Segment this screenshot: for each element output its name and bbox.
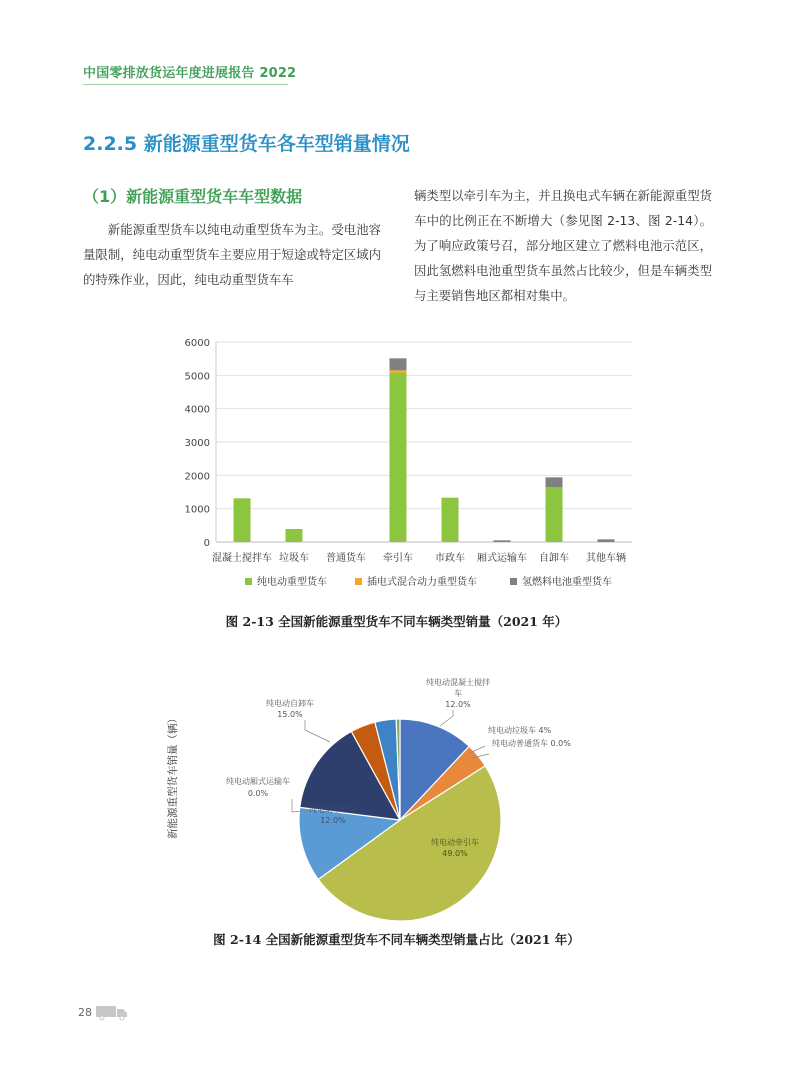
bar-segment	[546, 487, 563, 542]
bar-chart-grid	[216, 342, 632, 542]
bar-xtick-label: 牵引车	[383, 553, 413, 564]
paragraph-right: 辆类型以牵引车为主，并且换电式车辆在新能源重型货车中的比例正在不断增大（参见图 2-13、图 2-14）。为了响应政策号召，部分地区建立了燃料电池示范区，因此氢燃料电池重型货车虽然占比较少，但是车辆类型与主要销售地区都相对集中。	[414, 188, 712, 303]
bar-xtick-label: 厢式运输车	[477, 553, 527, 564]
bar-legend-swatch	[355, 578, 362, 585]
bar-ytick-label: 6000	[184, 338, 210, 349]
pie-label-mixer-name: 纯电动混凝土搅拌	[426, 678, 490, 687]
bar-ytick-label: 5000	[184, 371, 210, 383]
bar-segment	[546, 477, 563, 487]
bar-ytick-label: 4000	[184, 404, 210, 416]
pie-label-dump-pct: 15.0%	[277, 710, 303, 719]
pie-label-municipal-name: 纯电动市政车	[309, 805, 357, 814]
bar-xtick-label: 垃圾车	[279, 553, 309, 564]
bar-ytick-label: 1000	[184, 504, 210, 516]
bar-xtick-label: 自卸车	[539, 553, 569, 564]
bar-legend-swatch	[245, 578, 252, 585]
pie-label-mixer-name2: 车	[454, 689, 462, 698]
bar-ytick-label: 3000	[184, 438, 210, 449]
bar-ytick-label: 2000	[184, 471, 210, 483]
header-rule	[83, 84, 288, 85]
bar-segment	[390, 373, 407, 542]
paragraph-left: 新能源重型货车以纯电动重型货车为主。受电池容量限制，纯电动重型货车主要应用于短途或特定区域内的特殊作业，因此，纯电动重型货车车	[83, 222, 381, 287]
pie-label-garbage: 纯电动垃圾车 4%	[488, 726, 552, 735]
pie-chart	[0, 660, 793, 930]
bar-legend-label: 插电式混合动力重型货车	[367, 577, 477, 588]
bar-segment	[494, 540, 511, 542]
pie-label-tractor-pct: 49.0%	[442, 849, 468, 858]
bar-segment	[442, 498, 459, 542]
bar-segment	[234, 498, 251, 542]
bar-segment	[286, 529, 303, 542]
page-number: 28	[78, 1006, 92, 1019]
bar-legend-label: 纯电动重型货车	[257, 577, 327, 588]
figure-caption-2-13: 图 2-13 全国新能源重型货车不同车辆类型销量（2021 年）	[225, 614, 568, 629]
pie-label-municipal-pct: 12.0%	[320, 816, 346, 825]
bar-legend-swatch	[510, 578, 517, 585]
report-header: 中国零排放货运年度进展报告 2022	[83, 66, 297, 81]
bar-chart-xticks	[212, 551, 626, 564]
pie-label-tractor-name: 纯电动牵引车	[431, 838, 479, 847]
truck-icon	[96, 1004, 130, 1020]
bar-chart-yticks	[185, 338, 210, 549]
pie-label-general: 纯电动普通货车 0.0%	[492, 739, 571, 748]
pie-label-van-name: 纯电动厢式运输车	[226, 777, 290, 786]
bar-segment	[390, 370, 407, 372]
leader-mixer	[440, 710, 453, 726]
pie-label-van-pct: 0.0%	[247, 789, 269, 798]
bar-ytick-label: 0	[203, 538, 210, 549]
bar-xtick-label: 其他车辆	[586, 553, 626, 564]
bar-xtick-label: 普通货车	[326, 553, 366, 564]
bar-segment	[390, 358, 407, 370]
section-title: 2.2.5 新能源重型货车各车型销量情况	[83, 133, 410, 155]
bar-segment	[598, 539, 615, 542]
pie-label-mixer-pct: 12.0%	[445, 700, 471, 709]
leader-dump	[305, 720, 330, 742]
sub-title: （1）新能源重型货车车型数据	[83, 187, 303, 206]
bar-xtick-label: 混凝土搅拌车	[212, 553, 272, 564]
bar-chart-bars	[234, 358, 615, 542]
bar-legend-label: 氢燃料电池重型货车	[522, 577, 612, 588]
bar-xtick-label: 市政车	[435, 553, 465, 564]
pie-label-dump-name: 纯电动自卸车	[266, 699, 314, 708]
figure-caption-2-14: 图 2-14 全国新能源重型货车不同车辆类型销量占比（2021 年）	[213, 932, 580, 947]
bar-chart-legend	[245, 575, 612, 588]
bar-chart-ylabel: 新能源重型货车销量（辆）	[167, 713, 179, 839]
